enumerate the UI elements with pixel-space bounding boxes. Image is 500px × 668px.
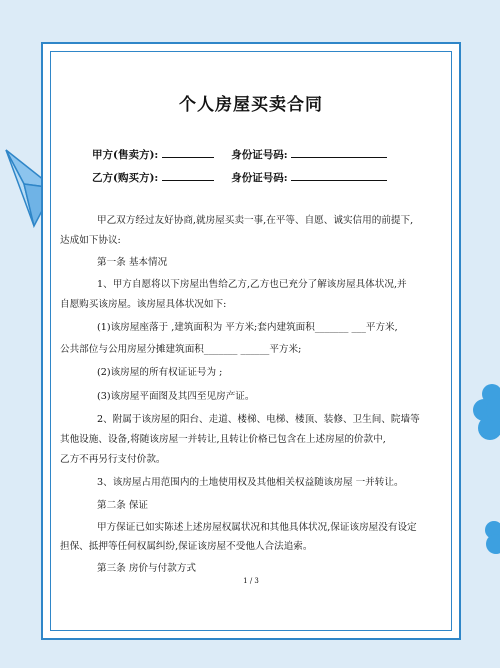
body-line: (3)该房屋平面图及其四至见房产证。 [97, 391, 255, 402]
page-title: 个人房屋买卖合同 [179, 95, 323, 115]
body-line: 2、附属于该房屋的阳台、走道、楼梯、电梯、楼顶、装修、卫生间、院墙等 [97, 414, 420, 425]
body-line: 其他设施、设备,将随该房屋一并转让,且转让价格已包含在上述房屋的价款中, [60, 434, 386, 445]
party-a-id-field [291, 147, 387, 158]
body-line: 公共部位与公用房屋分摊建筑面积_______ ______平方米; [60, 344, 302, 355]
page-number: 1 / 3 [243, 577, 259, 585]
party-b-label: 乙方(购买方): [92, 172, 159, 184]
party-a-name-field [162, 147, 214, 158]
section-heading: 第二条 保证 [97, 500, 149, 511]
party-a-label: 甲方(售卖方): [92, 149, 159, 161]
body-line: 担保、抵押等任何权属纠纷,保证该房屋不受他人合法追索。 [60, 541, 313, 552]
body-line: (1)该房屋座落于 ,建筑面积为 平方米;套内建筑面积_______ ___平方米, [97, 322, 398, 333]
body-line: (2)该房屋的所有权证证号为 ; [97, 367, 223, 378]
section-heading: 第一条 基本情况 [97, 257, 168, 268]
body-line: 甲方保证已如实陈述上述房屋权属状况和其他具体状况,保证该房屋没有设定 [97, 522, 417, 533]
party-b-id-label: 身份证号码: [231, 172, 288, 184]
party-b-name-field [162, 170, 214, 181]
party-b-id-field [291, 170, 387, 181]
party-b-row [92, 170, 387, 185]
body-line: 自愿购买该房屋。该房屋具体状况如下: [60, 299, 227, 310]
body-line: 3、该房屋占用范围内的土地使用权及其他相关权益随该房屋 一并转让。 [97, 477, 404, 488]
body-line: 1、甲方自愿将以下房屋出售给乙方,乙方也已充分了解该房屋具体状况,并 [97, 279, 407, 290]
party-a-id-label: 身份证号码: [231, 149, 288, 161]
body-line: 乙方不再另行支付价款。 [60, 454, 166, 465]
party-a-row [92, 147, 387, 162]
section-heading: 第三条 房价与付款方式 [97, 563, 196, 574]
cloud-icon [480, 518, 500, 558]
body-line: 甲乙双方经过友好协商,就房屋买卖一事,在平等、自愿、诚实信用的前提下, [97, 215, 414, 226]
body-line: 达成如下协议: [60, 235, 121, 246]
